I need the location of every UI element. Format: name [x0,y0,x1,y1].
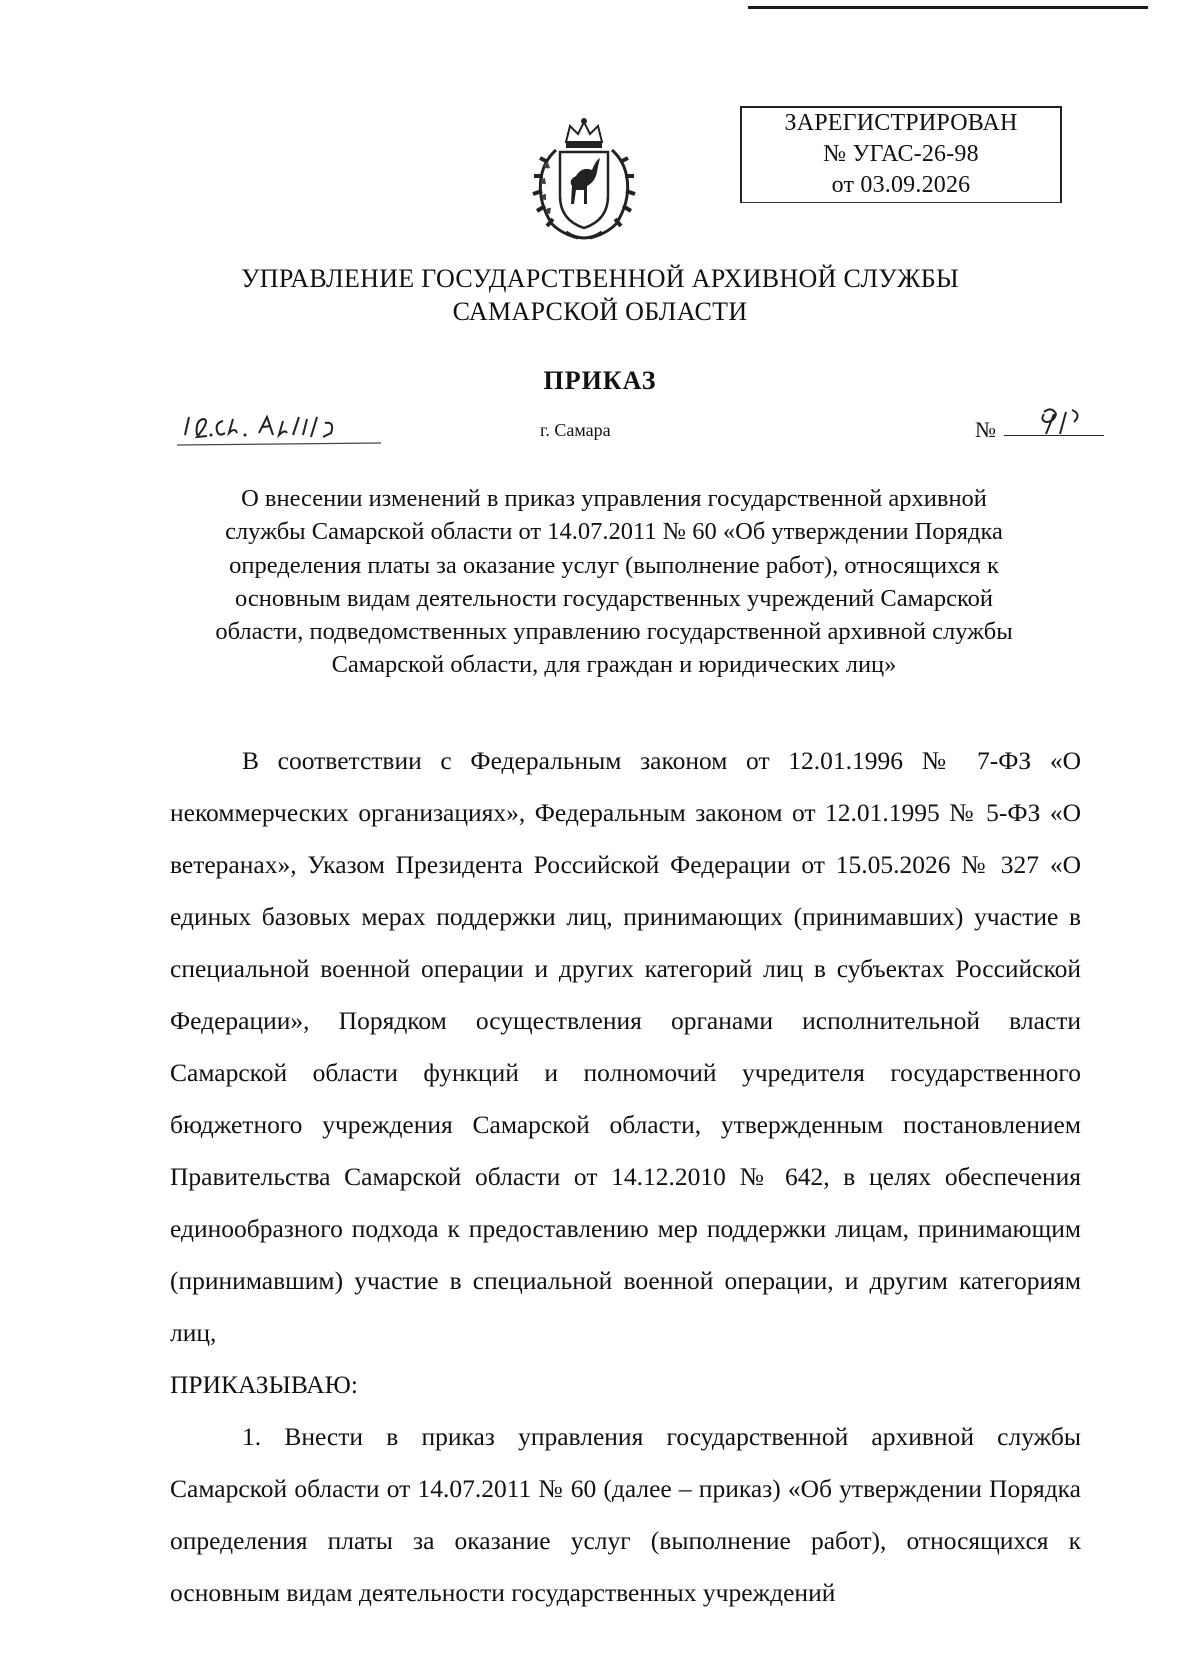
samara-coat-of-arms-icon [526,116,642,244]
document-body [170,735,1081,1619]
registration-stamp-date: от 03.09.2026 [831,172,971,198]
organization-name [150,262,1050,328]
subject-line: основным видам деятельности государственных учреждений Самарской [235,584,993,612]
handwritten-number [1030,402,1100,438]
document-city: г. Самара [540,420,611,440]
top-edge-line [748,6,1148,9]
body-paragraph-preamble: В соответствии с Федеральным законом от 12.01.1996 № 7-ФЗ «О некоммерческих организациях», Федеральным законом от 12.01.1995 № 5-ФЗ «О ветеранах», Указом Президента Российской Федерации от 15.05.2026 № 327 «О единых базовых мерах поддержки лиц, принимающих (принимавших) участие в специальной военной операции и других категорий лиц в субъектах Российской Федерации», Порядком осуществления органами исполнительной власти Самарской области функций и полномочий учредителя государственного бюджетного учреждения Самарской области, утвержденным постановлением Правительства Самарской области от 14.12.2010 № 642, в целях обеспечения единообразного подхода к предоставлению мер поддержки лицам, принимающим (принимавшим) участие в специальной военной операции, и другим категориям лиц, [170,746,1081,1347]
organization-name-line2: САМАРСКОЙ ОБЛАСТИ [452,297,748,326]
subject-line: Самарской области, для граждан и юридических лиц» [331,651,897,679]
handwritten-date [175,405,385,451]
subject-line: службы Самарской области от 14.07.2011 № 60 «Об утверждении Порядка [225,518,1003,546]
registration-stamp-title: ЗАРЕГИСТРИРОВАН [784,110,1018,136]
document-number-label: № [975,417,996,442]
document-subject [150,482,1078,682]
subject-line: области, подведомственных управлению государственной архивной службы [215,618,1013,646]
subject-line: О внесении изменений в приказ управления государственной архивной [241,485,987,512]
body-paragraph-item-1: 1. Внести в приказ управления государственной архивной службы Самарской области от 14.07.2011 № 60 (далее – приказ) «Об утверждении Порядка определения платы за оказание услуг (выполнение работ), относящихся к основным видам деятельности государственных учреждений [170,1422,1081,1607]
body-directive: ПРИКАЗЫВАЮ: [170,1370,358,1399]
subject-line: определения платы за оказание услуг (выполнение работ), относящихся к [229,551,999,579]
document-type: ПРИКАЗ [543,366,657,395]
registration-stamp-number: № УГАС-26-98 [823,141,979,167]
registration-stamp [740,106,1062,203]
organization-name-line1: УПРАВЛЕНИЕ ГОСУДАРСТВЕННОЙ АРХИВНОЙ СЛУЖБЫ [241,264,959,293]
